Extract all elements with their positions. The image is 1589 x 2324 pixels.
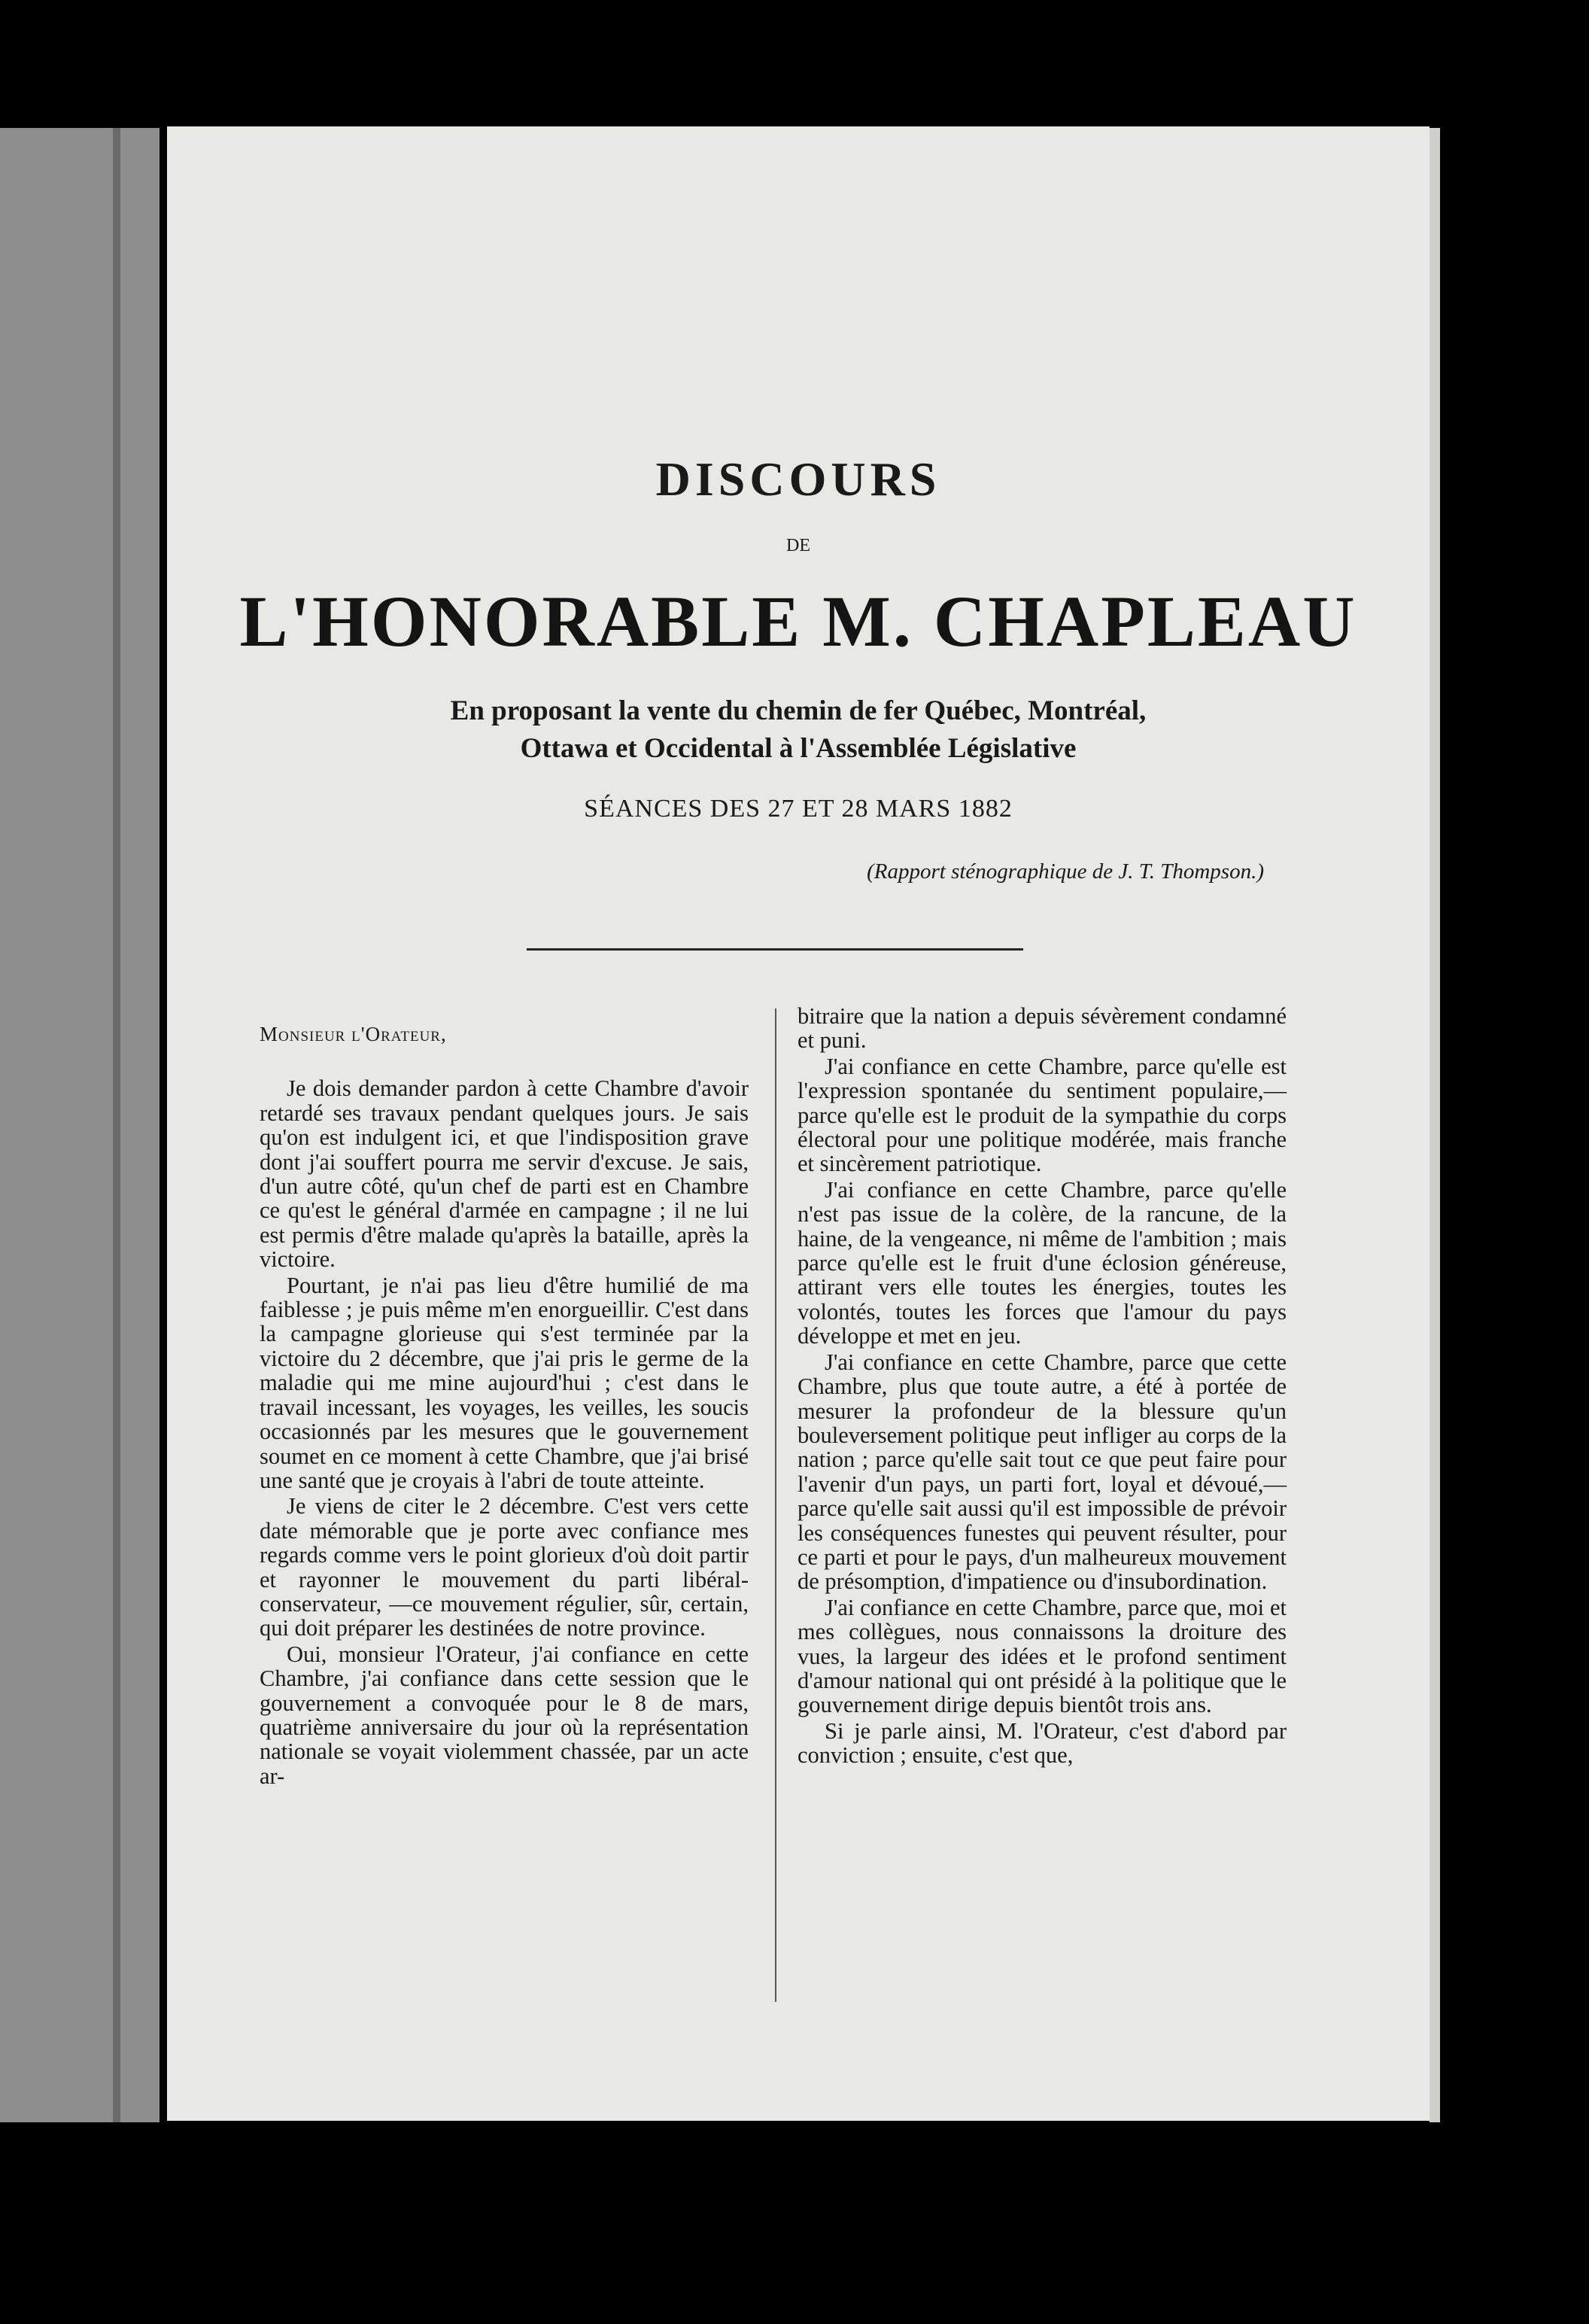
report-credit: (Rapport sténographique de J. T. Thompson.) xyxy=(867,859,1264,884)
subtitle xyxy=(167,692,1429,768)
paragraph: J'ai confiance en cette Chambre, parce qu'elle n'est pas issue de la colère, de la rancune, de la haine, de la vengeance, ni même de l'ambition ; mais parce qu'elle est le fruit d'une éclosion généreuse, attirant vers elle toutes les énergies, toutes les volontés, toutes les forces que l'amour du pays développe et met en jeu. xyxy=(798,1176,1287,1349)
paragraph: J'ai confiance en cette Chambre, parce que cette Chambre, plus que toute autre, a été à portée de mesurer la profondeur de la blessure qu'un bouleversement politique peut infliger au corps de la nation ; parce qu'elle sait tout ce que peut faire pour l'avenir d'un pays, un parti fort, loyal et dévoué,—parce qu'elle sait aussi qu'il est impossible de prévoir les conséquences funestes qui peuvent résulter, pour ce parti et pour le pays, d'un malheureux mouvement de présomption, d'impatience ou d'insubordination. xyxy=(798,1349,1287,1595)
paragraph: Si je parle ainsi, M. l'Orateur, c'est d'abord par conviction ; ensuite, c'est que, xyxy=(798,1717,1287,1769)
spine-shadow xyxy=(113,128,120,2122)
paragraph: J'ai confiance en cette Chambre, parce que, moi et mes collègues, nous connaissons la droiture des vues, la largeur des idées et le profond sentiment d'amour national qui ont présidé à la politique que le gouvernement dirige depuis bientôt trois ans. xyxy=(798,1594,1287,1718)
paragraph: Je dois demander pardon à cette Chambre d'avoir retardé ses travaux pendant quelques jours. Je sais qu'on est indulgent ici, et que l'indisposition grave dont j'ai souffert pourra me servir d'excuse. Je sais, d'un autre côté, qu'un chef de parti est en Chambre ce qu'est le général d'armée en campagne ; il ne lui est permis d'être malade qu'après la bataille, après la victoire. xyxy=(260,1075,749,1273)
page-edge xyxy=(1429,128,1440,2122)
left-column xyxy=(260,1022,749,1790)
paragraph: Pourtant, je n'ai pas lieu d'être humilié de ma faiblesse ; je puis même m'en enorgueillir. C'est dans la campagne glorieuse qui s'est terminée par la victoire du 2 décembre, que j'ai pris le germe de la maladie qui me mine aujourd'hui ; c'est dans le travail incessant, les voyages, les veilles, les soucis occasionnés par les mesures que le gouvernement soumet en ce moment à cette Chambre, que j'ai brisé une santé que je croyais à l'abri de toute atteinte. xyxy=(260,1272,749,1493)
column-divider xyxy=(775,1008,776,2002)
book-spine xyxy=(0,128,160,2122)
subtitle-line-2: Ottawa et Occidental à l'Assemblée Législative xyxy=(520,733,1077,764)
paragraph: Oui, monsieur l'Orateur, j'ai confiance en cette Chambre, j'ai confiance dans cette session que le gouvernement a convoquée pour le 8 de mars, quatrième anniversaire du jour où la représentation nationale se voyait violemment chassée, par un acte ar- xyxy=(260,1641,749,1789)
paragraph: Je viens de citer le 2 décembre. C'est vers cette date mémorable que je porte avec confiance mes regards comme vers le point glorieux d'où doit partir et rayonner le mouvement du parti libéral-conservateur, —ce mouvement régulier, sûr, certain, qui doit préparer les destinées de notre province. xyxy=(260,1493,749,1641)
salutation: Monsieur l'Orateur, xyxy=(260,1023,447,1045)
paragraph-continued: bitraire que la nation a depuis sévèrement condamné et puni. xyxy=(798,1003,1287,1054)
session-dates: SÉANCES DES 27 ET 28 MARS 1882 xyxy=(584,795,1013,823)
document-title: DISCOURS xyxy=(655,452,941,506)
speaker-name: L'HONORABLE M. CHAPLEAU xyxy=(239,581,1357,662)
subtitle-line-1: En proposant la vente du chemin de fer Québec, Montréal, xyxy=(450,695,1147,726)
horizontal-rule xyxy=(527,948,1023,951)
title-connector: DE xyxy=(786,536,810,555)
paragraph: J'ai confiance en cette Chambre, parce qu'elle est l'expression spontanée du sentiment populaire,—parce qu'elle est le produit de la sympathie du corps électoral pour une politique modérée, mais franche et sincèrement patriotique. xyxy=(798,1053,1287,1177)
right-column xyxy=(798,1004,1287,1769)
